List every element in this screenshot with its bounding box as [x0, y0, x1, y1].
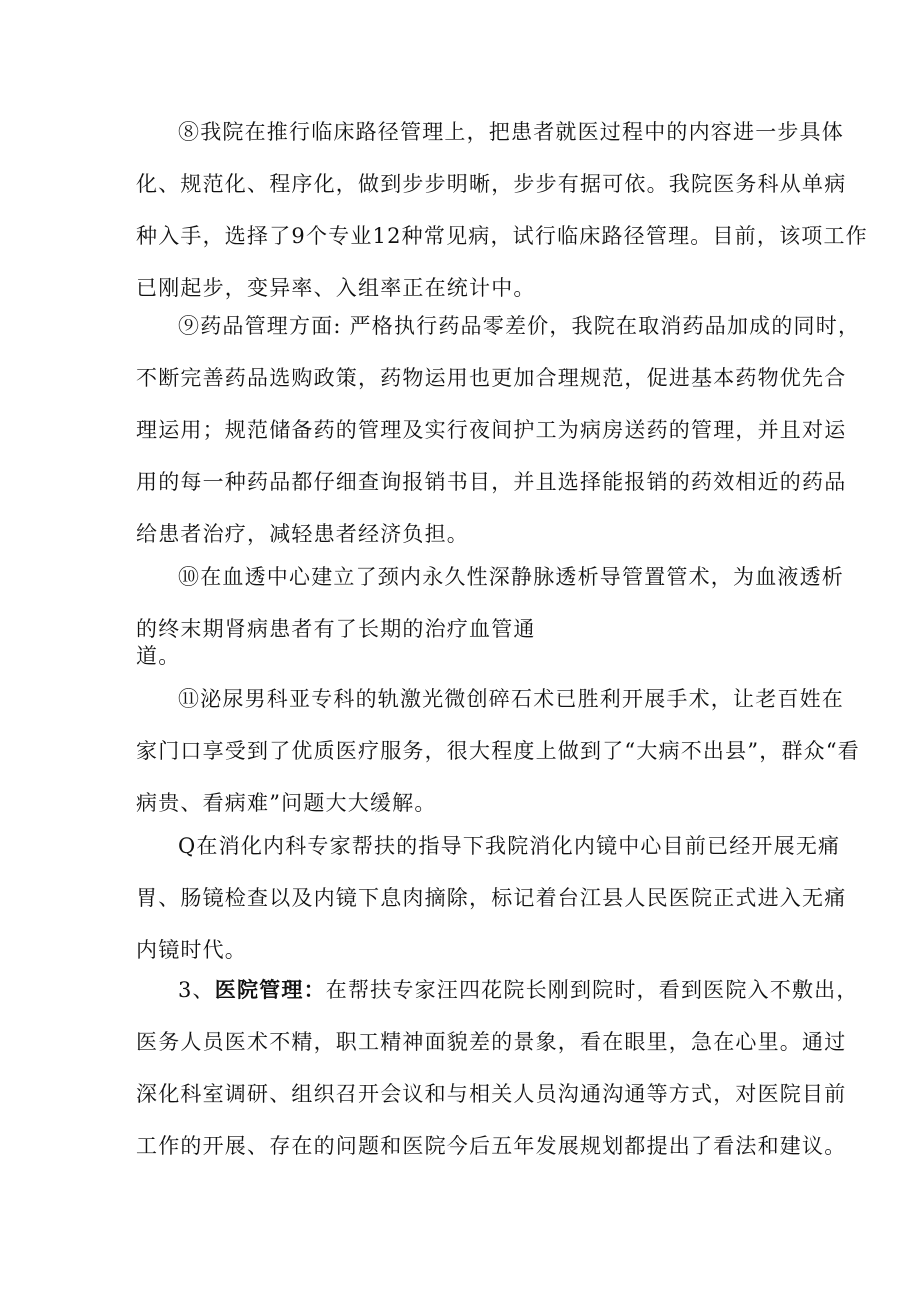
- paragraph-item-12: [136, 820, 847, 976]
- text-line: 种入手，选择了9个专业12种常见病，试行临床路径管理。目前，该项工作: [136, 224, 868, 248]
- text-line: 医务人员医术不精，职工精神面貌差的景象，看在眼里，急在心里。通过: [136, 1030, 847, 1054]
- text-line: 的终末期肾病患者有了长期的治疗血管通: [136, 617, 536, 641]
- text-line: ⑪泌尿男科亚专科的轨激光微创碎石术已胜利开展手术，让老百姓在: [178, 687, 844, 711]
- section-heading: 医院管理：: [214, 977, 326, 1002]
- text-line: ⑧我院在推行临床路径管理上，把患者就医过程中的内容进一步具体: [178, 120, 844, 144]
- text-line: 用的每一种药品都仔细查询报销书目，并且选择能报销的药效相近的药品: [136, 470, 847, 494]
- paragraph-item-9: [136, 300, 861, 560]
- text-line: 给患者治疗，减轻患者经济负担。: [136, 522, 469, 546]
- text-line: 病贵、看病难”问题大大缓解。: [136, 791, 437, 815]
- text-line: 内镜时代。: [136, 938, 247, 962]
- text-line: ⑩在血透中心建立了颈内永久性深静脉透析导管置管术，为血液透析: [178, 565, 844, 589]
- text-line: ⑨药品管理方面: 严格执行药品零差价，我院在取消药品加成的同时，: [178, 314, 861, 338]
- paragraph-item-10: [136, 551, 844, 669]
- text-line: 理运用；规范储备药的管理及实行夜间护工为病房送药的管理，并且对运: [136, 418, 847, 442]
- section-hospital-management: [136, 964, 859, 1172]
- text-line: 家门口享受到了优质医疗服务，很大程度上做到了“大病不出县”，群众“看: [136, 739, 861, 763]
- text-line: 不断完善药品选购政策，药物运用也更加合理规范，促进基本药物优先合: [136, 366, 847, 390]
- paragraph-item-11: [136, 673, 861, 829]
- text-line: 胃、肠镜检查以及内镜下息肉摘除，标记着台江县人民医院正式进入无痛: [136, 886, 847, 910]
- text-line: 工作的开展、存在的问题和医院今后五年发展规划都提出了看法和建议。: [136, 1134, 847, 1158]
- text-line: 已刚起步，变异率、入组率正在统计中。: [136, 276, 536, 300]
- text-line: [136, 964, 859, 1016]
- text-line: Q在消化内科专家帮扶的指导下我院消化内镜中心目前已经开展无痛: [178, 834, 841, 858]
- text-line: 化、规范化、程序化，做到步步明晰，步步有据可依。我院医务科从单病: [136, 172, 847, 196]
- section-number: 3、: [178, 978, 215, 1002]
- text-line: 道。: [136, 644, 181, 668]
- section-first-line: 在帮扶专家汪四花院长刚到院时，看到医院入不敷出，: [325, 978, 859, 1002]
- paragraph-item-8: [136, 106, 868, 314]
- text-line: 深化科室调研、组织召开会议和与相关人员沟通沟通等方式，对医院目前: [136, 1082, 847, 1106]
